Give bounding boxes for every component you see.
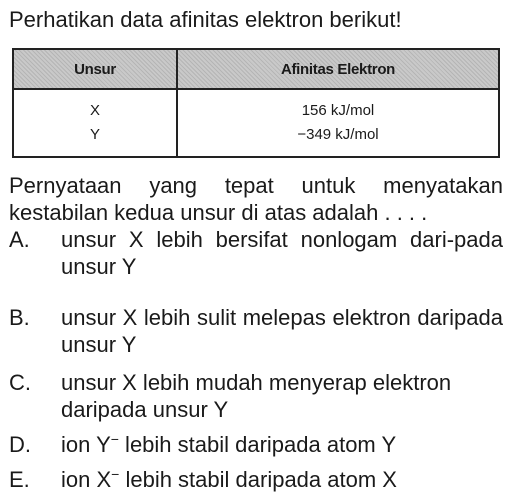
option-text: unsur X lebih sulit melepas elektron daripada unsur Y [61, 305, 503, 357]
header-unsur: Unsur [13, 49, 177, 89]
option-text-end: lebih stabil daripada atom X [119, 467, 397, 492]
cell-unsur: Y [13, 122, 177, 157]
intro-text: Perhatikan data afinitas elektron berikut! [9, 7, 402, 32]
table-header-row [13, 49, 499, 89]
option-letter: C. [9, 370, 31, 395]
option-letter: B. [9, 305, 30, 330]
ion-charge: − [111, 466, 120, 482]
option-text: unsur X lebih mudah menyerap elektron daripada unsur Y [61, 370, 452, 422]
table-row [13, 89, 499, 122]
electron-affinity-table [12, 48, 500, 158]
cell-unsur: X [13, 89, 177, 122]
option-text-end: lebih stabil daripada atom Y [118, 432, 397, 457]
cell-afinitas: 156 kJ/mol [177, 89, 499, 122]
option-text: unsur X lebih bersifat nonlogam dari-pada unsur Y [61, 227, 503, 279]
option-text [61, 466, 503, 493]
option-text-start: ion X [61, 467, 112, 492]
cell-afinitas: −349 kJ/mol [177, 122, 499, 157]
option-letter: A. [9, 227, 30, 252]
option-letter: E. [9, 467, 30, 492]
header-afinitas-elektron: Afinitas Elektron [177, 49, 499, 89]
table-row [13, 122, 499, 157]
option-letter: D. [9, 432, 31, 457]
question-text: Pernyataan yang tepat untuk menyatakan kestabilan kedua unsur di atas adalah . . . . [9, 173, 503, 225]
ion-charge: − [110, 431, 119, 447]
option-text-start: ion Y [61, 432, 111, 457]
option-text [61, 431, 503, 458]
